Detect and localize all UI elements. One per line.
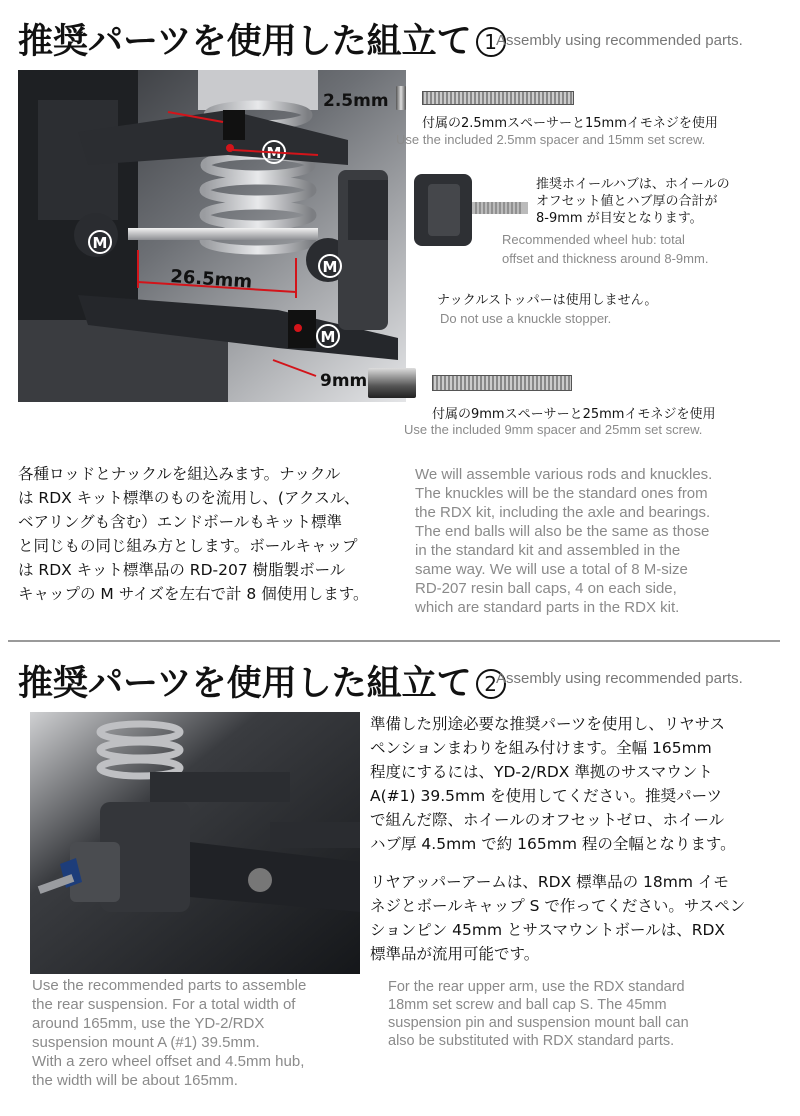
set-screw-25mm-icon — [432, 375, 572, 391]
suspension-photo-front-illustration — [18, 70, 406, 402]
section2-en-left — [32, 976, 372, 1090]
en-left-line: suspension mount A (#1) 39.5mm. — [32, 1034, 260, 1051]
wheel-hub-illustration — [410, 170, 530, 252]
label-26-5mm: 26.5mm — [169, 266, 253, 293]
para2-jp-line: 標準品が流用可能です。 — [370, 945, 540, 963]
section1-title-number: 1 — [476, 27, 506, 57]
callout1-en: Use the included 2.5mm spacer and 15mm set screw. — [396, 132, 706, 147]
body-en-line: the RDX kit, including the axle and bearings. — [415, 504, 711, 521]
section2-en-right — [388, 978, 788, 1050]
body-jp-line: は RDX キット標準品の RD-207 樹脂製ボール — [18, 561, 346, 579]
en-right-line: suspension pin and suspension mount ball can — [388, 1015, 689, 1031]
callout2-jp-line3: 8-9mm が目安となります。 — [536, 211, 703, 226]
callout2-en-line1: Recommended wheel hub: total — [502, 232, 685, 247]
section2-title-number: 2 — [476, 669, 506, 699]
callout2-jp-line2: オフセット値とハブ厚の合計が — [536, 194, 718, 209]
en-right-line: also be substituted with RDX standard parts. — [388, 1033, 675, 1049]
en-left-line: With a zero wheel offset and 4.5mm hub, — [32, 1053, 305, 1070]
section2-para2-jp — [370, 870, 790, 966]
en-left-line: the width will be about 165mm. — [32, 1072, 238, 1089]
para2-jp-line: ネジとボールキャップ S で作ってください。サスペン — [370, 897, 746, 915]
callout2-en-line2: offset and thickness around 8-9mm. — [502, 251, 709, 266]
section1-body-en — [415, 465, 785, 617]
callout4-jp: 付属の9mmスペーサーと25mmイモネジを使用 — [432, 407, 716, 422]
m-mark-2: M — [92, 234, 108, 252]
body-en-line: RD-207 resin ball caps, 4 on each side, — [415, 580, 677, 597]
section2-para1-jp — [370, 712, 790, 856]
m-mark-4: M — [320, 328, 336, 346]
label-2-5mm: 2.5mm — [323, 91, 389, 111]
en-left-line: Use the recommended parts to assemble — [32, 977, 307, 994]
para2-jp-line: リヤアッパーアームは、RDX 標準品の 18mm イモ — [370, 873, 729, 891]
body-jp-line: キャップの M サイズを左右で計 8 個使用します。 — [18, 585, 369, 603]
body-en-line: The knuckles will be the standard ones from — [415, 485, 708, 502]
section2-title-text: 推奨パーツを使用した組立て — [18, 664, 472, 704]
callout3-en: Do not use a knuckle stopper. — [440, 311, 612, 326]
body-en-line: which are standard parts in the RDX kit. — [415, 599, 680, 616]
callout1-jp: 付属の2.5mmスペーサーと15mmイモネジを使用 — [422, 116, 718, 131]
section2-title — [18, 656, 506, 706]
para1-jp-line: ペンションまわりを組み付けます。全幅 165mm — [370, 739, 712, 757]
spacer-2-5mm-icon — [396, 86, 406, 110]
body-jp-line: と同じもの同じ組み方とします。ボールキャップ — [18, 537, 358, 555]
callout4-en: Use the included 9mm spacer and 25mm set screw. — [404, 422, 703, 437]
m-mark-3: M — [322, 258, 338, 276]
section2-title-en: Assembly using recommended parts. — [496, 670, 743, 687]
body-jp-line: 各種ロッドとナックルを組込みます。ナックル — [18, 465, 341, 483]
body-jp-line: ベアリングも含む）エンドボールもキット標準 — [18, 513, 342, 531]
body-en-line: The end balls will also be the same as those — [415, 523, 710, 540]
section1-title-text: 推奨パーツを使用した組立て — [18, 22, 472, 62]
section1-body-jp — [18, 462, 398, 606]
en-left-line: around 165mm, use the YD-2/RDX — [32, 1015, 265, 1032]
para1-jp-line: 程度にするには、YD-2/RDX 準拠のサスマウント — [370, 763, 713, 781]
section-divider — [8, 640, 780, 642]
callout2-jp-line1: 推奨ホイールハブは、ホイールの — [536, 177, 730, 192]
en-right-line: 18mm set screw and ball cap S. The 45mm — [388, 997, 667, 1013]
section1-title-en: Assembly using recommended parts. — [496, 32, 743, 49]
suspension-photo-rear-illustration — [30, 712, 360, 974]
body-en-line: same way. We will use a total of 8 M-size — [415, 561, 688, 578]
en-right-line: For the rear upper arm, use the RDX standard — [388, 979, 685, 995]
para2-jp-line: ションピン 45mm とサスマウントボールは、RDX — [370, 921, 726, 939]
para1-jp-line: A(#1) 39.5mm を使用してください。推奨パーツ — [370, 787, 722, 805]
spacer-9mm-icon — [368, 368, 416, 398]
suspension-photo-rear — [30, 712, 360, 974]
body-en-line: in the standard kit and assembled in the — [415, 542, 681, 559]
body-en-line: We will assemble various rods and knuckles. — [415, 466, 713, 483]
callout3-jp: ナックルストッパーは使用しません。 — [437, 293, 658, 308]
en-left-line: the rear suspension. For a total width of — [32, 996, 296, 1013]
set-screw-15mm-icon — [422, 91, 574, 105]
para1-jp-line: ハブ厚 4.5mm で約 165mm 程の全幅となります。 — [370, 835, 736, 853]
para1-jp-line: 準備した別途必要な推奨パーツを使用し、リヤサス — [370, 715, 725, 733]
body-jp-line: は RDX キット標準のものを流用し、(アクスル、 — [18, 489, 360, 507]
para1-jp-line: で組んだ際、ホイールのオフセットゼロ、ホイール — [370, 811, 725, 829]
section1-title — [18, 14, 506, 64]
label-9mm: 9mm — [320, 371, 368, 391]
suspension-photo-front — [18, 70, 406, 402]
